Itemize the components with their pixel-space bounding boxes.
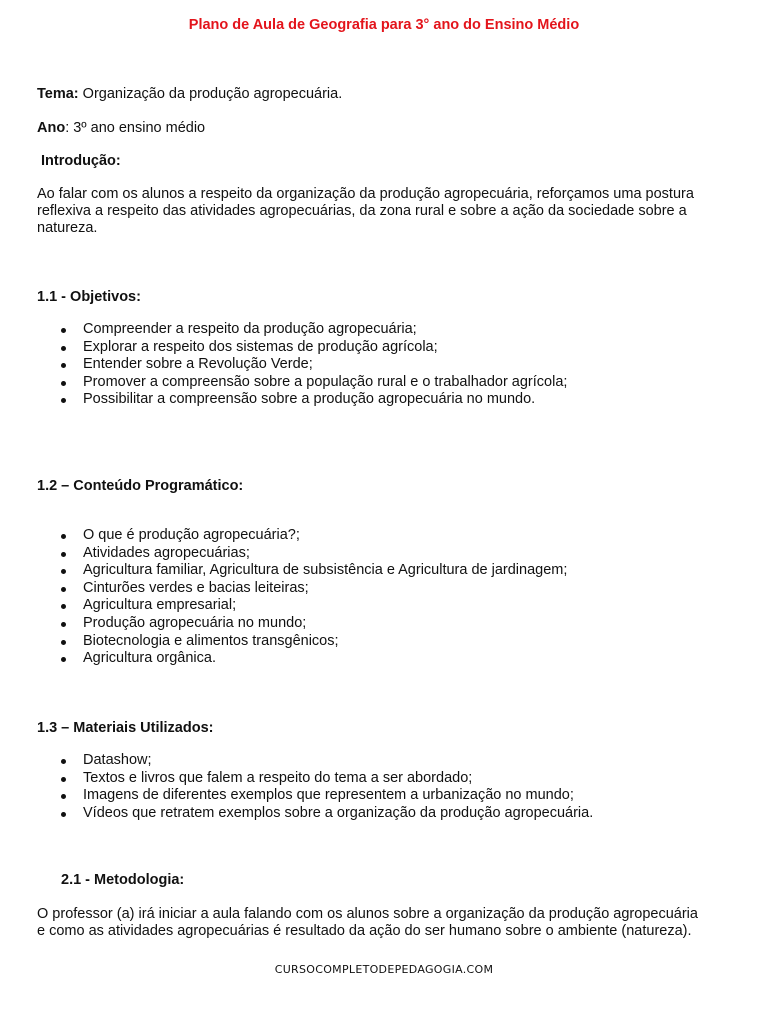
list-item: O que é produção agropecuária?; xyxy=(37,527,567,545)
objetivos-heading: 1.1 - Objetivos: xyxy=(37,289,141,305)
document-title: Plano de Aula de Geografia para 3° ano do Ensino Médio xyxy=(188,17,580,33)
list-item: Vídeos que retratem exemplos sobre a organização da produção agropecuária. xyxy=(37,805,593,823)
list-item: Promover a compreensão sobre a população rural e o trabalhador agrícola; xyxy=(37,374,567,392)
ano-label: Ano xyxy=(37,120,66,136)
list-item: Possibilitar a compreensão sobre a produção agropecuária no mundo. xyxy=(37,391,567,409)
ano-value: : 3º ano ensino médio xyxy=(65,120,206,136)
footer-website: CURSOCOMPLETODEPEDAGOGIA.COM xyxy=(274,963,494,976)
list-item: Imagens de diferentes exemplos que representem a urbanização no mundo; xyxy=(37,787,593,805)
list-item: Explorar a respeito dos sistemas de produção agrícola; xyxy=(37,339,567,357)
introducao-line: natureza. xyxy=(37,220,98,236)
materiais-list xyxy=(37,752,593,822)
list-item: Agricultura familiar, Agricultura de subsistência e Agricultura de jardinagem; xyxy=(37,562,567,580)
tema-line xyxy=(37,86,342,103)
conteudo-heading: 1.2 – Conteúdo Programático: xyxy=(37,478,244,494)
materiais-heading: 1.3 – Materiais Utilizados: xyxy=(37,720,214,736)
list-item: Cinturões verdes e bacias leiteiras; xyxy=(37,580,567,598)
introducao-heading: Introdução: xyxy=(41,153,121,169)
metodologia-line: e como as atividades agropecuárias é resultado da ação do ser humano sobre o ambiente (natureza). xyxy=(37,923,692,939)
introducao-paragraph xyxy=(37,186,737,237)
list-item: Biotecnologia e alimentos transgênicos; xyxy=(37,633,567,651)
list-item: Entender sobre a Revolução Verde; xyxy=(37,356,567,374)
introducao-line: reflexiva a respeito das atividades agropecuárias, da zona rural e sobre a ação da sociedade sobre a xyxy=(37,203,687,219)
list-item: Produção agropecuária no mundo; xyxy=(37,615,567,633)
list-item: Agricultura orgânica. xyxy=(37,650,567,668)
ano-line xyxy=(37,120,205,137)
tema-value: Organização da produção agropecuária. xyxy=(78,86,343,102)
list-item: Agricultura empresarial; xyxy=(37,597,567,615)
objetivos-list xyxy=(37,321,567,409)
list-item: Compreender a respeito da produção agropecuária; xyxy=(37,321,567,339)
metodologia-paragraph xyxy=(37,906,737,940)
list-item: Textos e livros que falem a respeito do tema a ser abordado; xyxy=(37,770,593,788)
introducao-line: Ao falar com os alunos a respeito da organização da produção agropecuária, reforçamos uma postura xyxy=(37,186,694,202)
tema-label: Tema: xyxy=(37,86,79,102)
metodologia-line: O professor (a) irá iniciar a aula falando com os alunos sobre a organização da produção agropecuária xyxy=(37,906,698,922)
metodologia-heading: 2.1 - Metodologia: xyxy=(61,872,185,888)
list-item: Datashow; xyxy=(37,752,593,770)
conteudo-list xyxy=(37,527,567,668)
list-item: Atividades agropecuárias; xyxy=(37,545,567,563)
